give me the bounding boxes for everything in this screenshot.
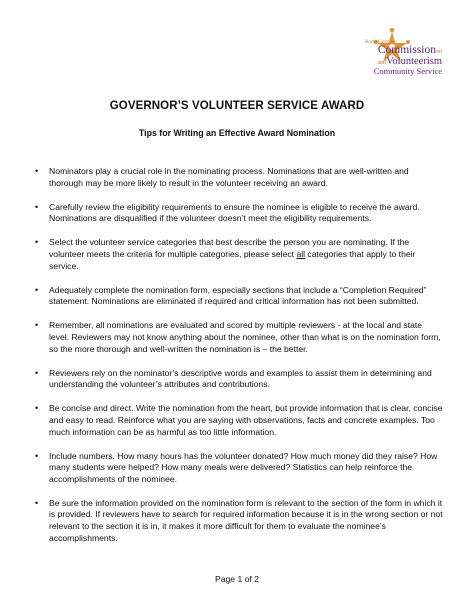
tip-item: • Carefully review the eligibility requirements to ensure the nominee is eligible to receive the award. Nominations are disqualified if the volunteer doesn’t meet the eligibility requirements. xyxy=(38,202,444,225)
tips-list xyxy=(38,166,444,557)
logo-line-5: Volunteerism xyxy=(386,55,442,67)
tip-item: • Be sure the information provided on the nomination form is relevant to the section of the form in which it is provided. If reviewers have to search for required information because it is in the wrong section or not relevant to the section it is in, it makes it more difficult for them to evaluate the nominee’s accomplishments. xyxy=(38,498,444,544)
tip-item: • Reviewers rely on the nominator’s descriptive words and examples to assist them in determining and understanding the volunteer’s attributes and contributions. xyxy=(38,368,444,391)
logo-line-3: on xyxy=(436,49,442,55)
commission-logo xyxy=(334,28,444,96)
tip-item: • Select the volunteer service categories that best describe the person you are nominating. If the volunteer meets the criteria for multiple categories, please select all categories that apply to their service. xyxy=(38,237,444,272)
page-number: Page 1 of 2 xyxy=(215,574,259,584)
logo-line-4: and xyxy=(377,59,387,66)
tip-item: • Nominators play a crucial role in the nominating process. Nominations that are well-written and thorough may be more likely to result in the volunteer receiving an award. xyxy=(38,166,444,189)
tip-item: • Include numbers. How many hours has the volunteer donated? How much money did they raise? How many students were helped? How many meals were delivered? Statistics can help reinforce the accomplishments of the nominee. xyxy=(38,451,444,486)
logo-line-2: Commission xyxy=(377,44,436,56)
logo-line-1: North Carolina xyxy=(364,40,396,45)
page-subtitle: Tips for Writing an Effective Award Nomination xyxy=(138,128,336,138)
tip-item: • Adequately complete the nomination form, especially sections that include a “Completion Required” statement. Nominations are eliminated if required and critical information has not been submitted. xyxy=(38,285,444,308)
tip-item: • Be concise and direct. Write the nomination from the heart, but provide information that is clear, concise and easy to read. Reinforce what you are saying with observations, facts and concrete examples. Too much information can be as harmful as too little information. xyxy=(38,403,444,438)
tip-item: • Remember, all nominations are evaluated and scored by multiple reviewers - at the local and state level. Reviewers may not know anything about the nominee, other than what is on the nomination form, so the more thorough and well-written the nomination is – the better. xyxy=(38,320,444,355)
page-title: GOVERNOR’S VOLUNTEER SERVICE AWARD xyxy=(109,100,365,112)
logo-line-6: Community Service xyxy=(373,66,442,76)
